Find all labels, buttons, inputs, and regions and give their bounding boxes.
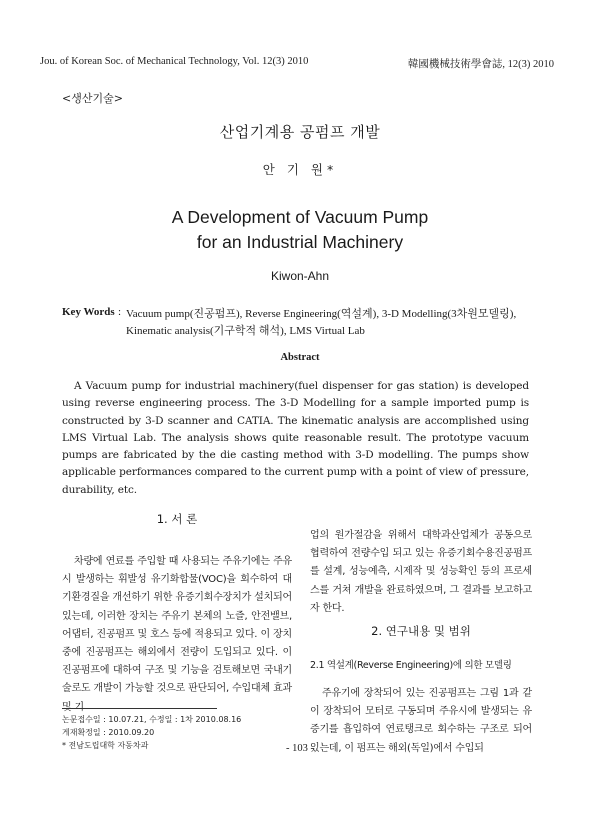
keywords-line2: Kinematic analysis(기구학적 해석), LMS Virtual Lab [126, 325, 365, 337]
right-column-continuation: 업의 원가절감을 위해서 대학과산업체가 공동으로 협력하여 전량수입 되고 있는 유증기회수용진공펌프를 설계, 성능예측, 시제작 및 성능확인 등의 프로세스를 거쳐 개발을 완료하였으며, 그 결과를 보고하고자 한다. [310, 530, 532, 614]
keywords-line1: Vacuum pump(진공펌프), Reverse Engineering(역설계), 3-D Modelling(3차원모델링), [126, 308, 517, 320]
section-2-1-heading: 2.1 역설계(Reverse Engineering)에 의한 모델링 [310, 660, 512, 671]
section-tag: <생산기술> [62, 92, 123, 105]
footnote-received: 논문접수일 : 10.07.21, 수정일 : 1차 2010.08.16 [62, 715, 242, 724]
title-english-line2: for an Industrial Machinery [196, 232, 404, 252]
section-1-heading: 1. 서 론 [156, 512, 198, 526]
journal-header-kr: 韓國機械技術學會誌, 12(3) 2010 [407, 59, 554, 70]
author-korean: 안 기 원* [262, 162, 338, 177]
abstract-title: Abstract [280, 352, 320, 363]
title-english [0, 205, 600, 255]
section-2-1-body: 주유기에 장착되어 있는 진공펌프는 그림 1과 같이 장착되어 모터로 구동되며 주유시에 발생되는 유증기를 흡입하여 연료탱크로 회수하는 구조로 되어 있는데, 이 펌프는 해외(독일)에서 수입되 [310, 688, 532, 754]
keywords-text [126, 306, 556, 340]
keywords-colon: : [118, 306, 122, 318]
section-1-body: 차량에 연료를 주입할 때 사용되는 주유기에는 주유시 발생하는 휘발성 유기화합물(VOC)을 회수하여 대기환경질을 개선하기 위한 유증기회수장치가 설치되어 있는데, 이러한 장치는 주유기 본체의 노즐, 안전밸브, 어댑터, 진공펌프 및 호스 등에 적용되고 있다. 이 장치중에 진공펌프는 해외에서 전량이 도입되고 있다. 이 진공펌프에 대하여 구조 및 기능을 검토해보면 국내기술로도 개발이 가능할 것으로 판단되어, 수입대체 효과 및 기 [62, 556, 292, 713]
page-number: - 103 - [286, 743, 314, 754]
footnote-affiliation: * 전남도립대학 자동차과 [62, 741, 149, 750]
title-korean: 산업기계용 공펌프 개발 [219, 123, 381, 141]
journal-header-en: Jou. of Korean Soc. of Mechanical Technology, Vol. 12(3) 2010 [40, 56, 309, 67]
footnote-rule [62, 708, 217, 709]
author-english: Kiwon-Ahn [270, 269, 330, 283]
section-2-heading: 2. 연구내용 및 범위 [371, 624, 471, 638]
abstract-body: A Vacuum pump for industrial machinery(fuel dispenser for gas station) is developed using reverse engineering process. The 3-D Modelling for a sample imported pump is constructed by 3-D scanner and CATIA. The kinematic analysis are accomplished using LMS Virtual Lab. The analysis shows quite reasonable result. The prototype vacuum pumps are fabricated by the die casting method with 3-D modelling. The pumps show applicable performances compared to the current pump with a point of view of pressure, durability, etc. [62, 380, 529, 496]
keywords-label: Key Words [62, 306, 115, 318]
footnote-accepted: 게재확정일 : 2010.09.20 [62, 728, 155, 737]
title-english-line1: A Development of Vacuum Pump [171, 207, 429, 227]
